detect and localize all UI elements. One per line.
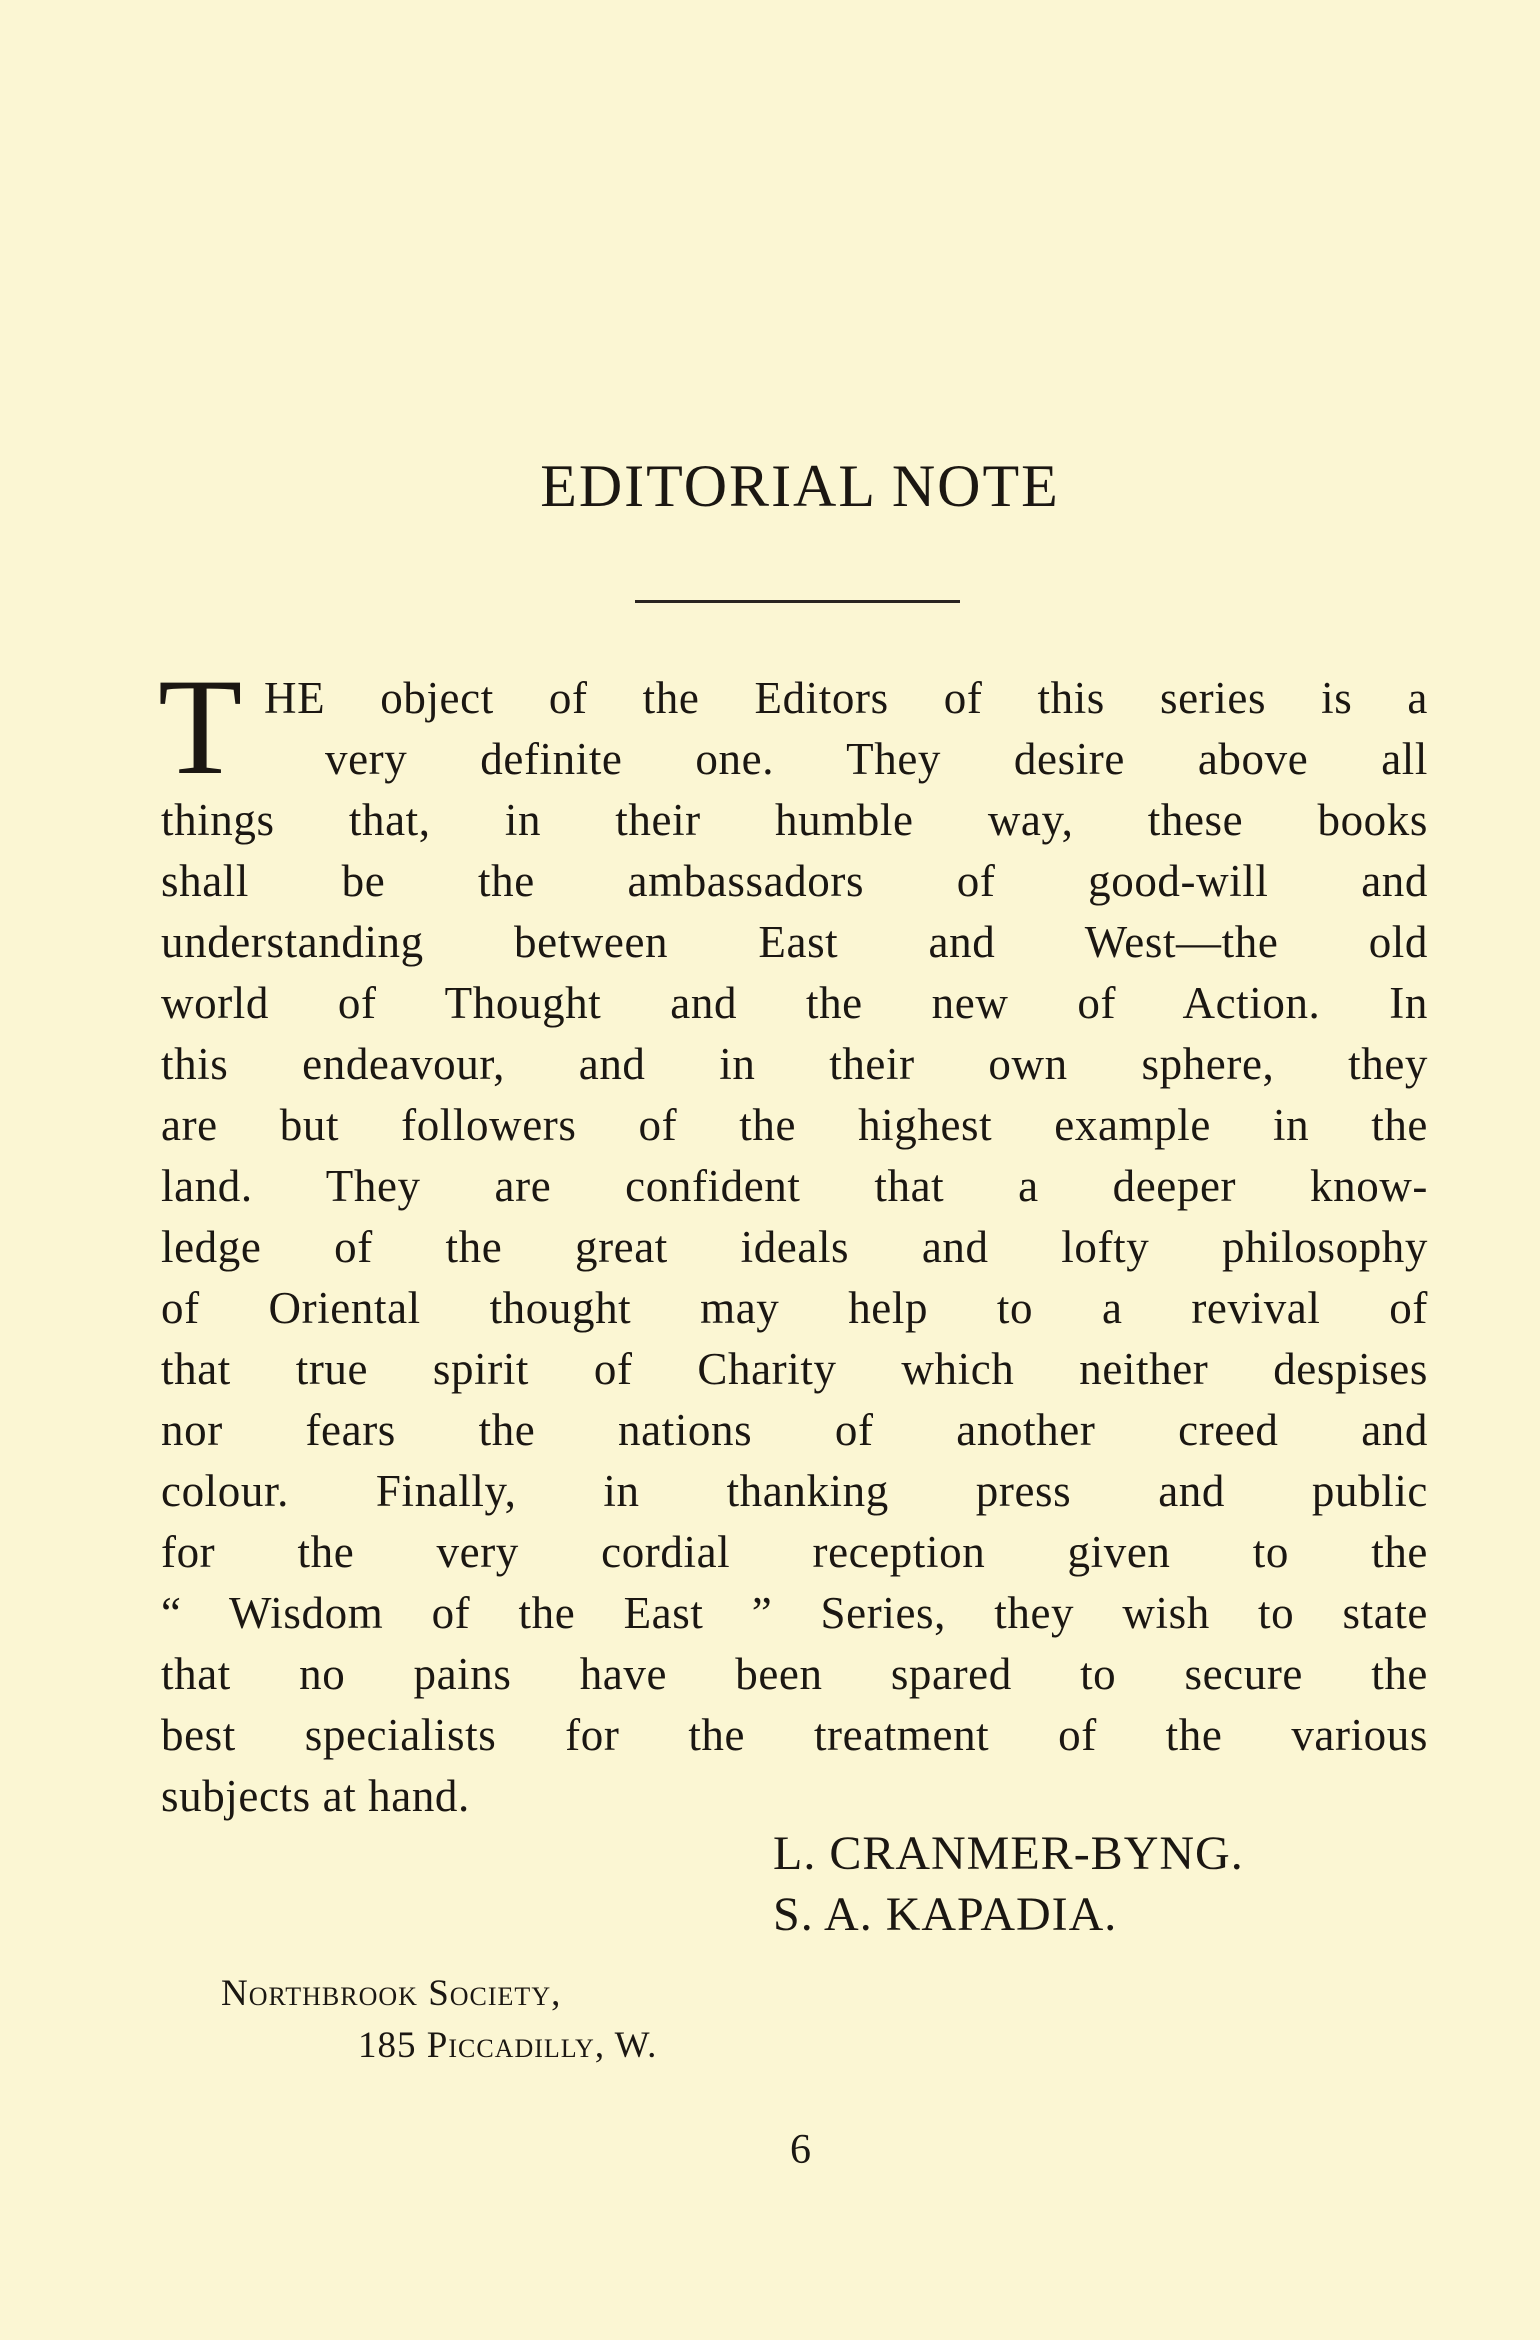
- body-line: [161, 851, 1428, 912]
- body-line-text: for the very cordial reception given to the: [161, 1527, 1428, 1577]
- body-line-text: of Oriental thought may help to a revival of: [161, 1283, 1428, 1333]
- body-line-text: “ Wisdom of the East ” Series, they wish to state: [161, 1588, 1428, 1638]
- body-line-text: understanding between East and West—the old: [161, 917, 1428, 967]
- body-line-text: HE object of the Editors of this series is a: [264, 673, 1428, 723]
- body-line: [161, 1766, 1428, 1827]
- body-line: [161, 973, 1428, 1034]
- body-line: [161, 1583, 1428, 1644]
- body-line: [161, 1156, 1428, 1217]
- body-line-text: very definite one. They desire above all: [325, 734, 1428, 784]
- title-rule: [635, 600, 960, 603]
- body-line-text: are but followers of the highest example in the: [161, 1100, 1428, 1150]
- body-line: [161, 1339, 1428, 1400]
- body-line: [161, 1278, 1428, 1339]
- body-line-text: this endeavour, and in their own sphere, they: [161, 1039, 1428, 1089]
- body-line-text: subjects at hand.: [161, 1771, 470, 1821]
- body-line-text: things that, in their humble way, these books: [161, 795, 1428, 845]
- body-line: [161, 1095, 1428, 1156]
- signature-cranmer-byng: L. CRANMER-BYNG.: [773, 1827, 1244, 1880]
- body-line-text: best specialists for the treatment of the various: [161, 1710, 1428, 1760]
- body-line: [264, 668, 1428, 729]
- address-street: 185 Piccadilly, W.: [358, 2025, 658, 2066]
- body-line-text: shall be the ambassadors of good-will and: [161, 856, 1428, 906]
- body-line-text: that true spirit of Charity which neither despises: [161, 1344, 1428, 1394]
- page-number: 6: [790, 2127, 811, 2173]
- drop-cap: T: [158, 650, 243, 803]
- body-line: [161, 1400, 1428, 1461]
- body-line: [161, 790, 1428, 851]
- body-line: [161, 1705, 1428, 1766]
- body-line-text: that no pains have been spared to secure the: [161, 1649, 1428, 1699]
- body-line: [161, 1644, 1428, 1705]
- body-line: [161, 912, 1428, 973]
- body-line-text: ledge of the great ideals and lofty philosophy: [161, 1222, 1428, 1272]
- body-line-text: land. They are confident that a deeper know-: [161, 1161, 1428, 1211]
- body-line: [161, 1217, 1428, 1278]
- body-line-text: colour. Finally, in thanking press and public: [161, 1466, 1428, 1516]
- body-line-text: world of Thought and the new of Action. In: [161, 978, 1428, 1028]
- body-line: [161, 1461, 1428, 1522]
- body-line: [161, 1034, 1428, 1095]
- address-society: Northbrook Society,: [221, 1973, 562, 2014]
- body-line: [325, 729, 1428, 790]
- signature-kapadia: S. A. KAPADIA.: [773, 1888, 1118, 1941]
- body-line: [161, 1522, 1428, 1583]
- body-line-text: nor fears the nations of another creed and: [161, 1405, 1428, 1455]
- page-title: EDITORIAL NOTE: [540, 453, 1060, 519]
